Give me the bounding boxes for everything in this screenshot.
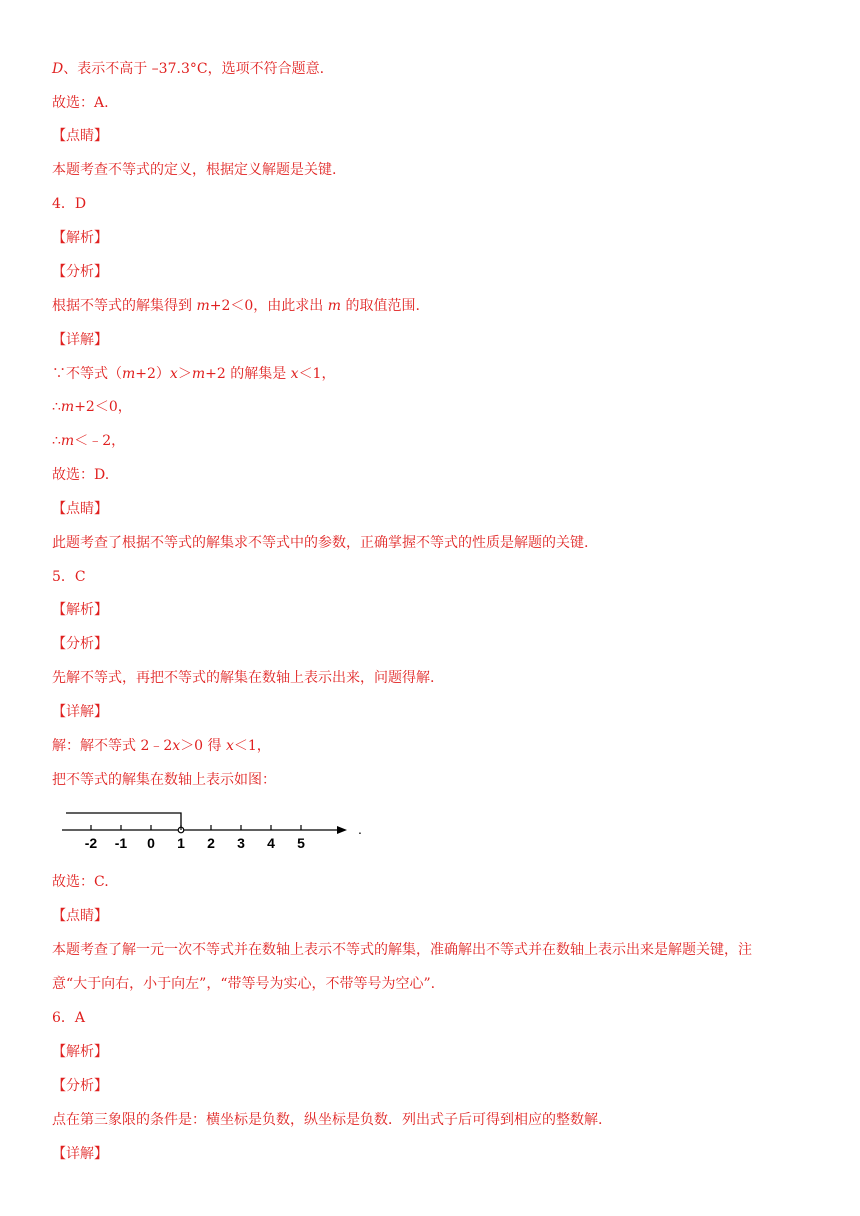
axis-arrowhead (337, 826, 347, 834)
tick-label: 0 (147, 835, 155, 851)
question-number: 5．C (52, 569, 86, 585)
answer-line: 故选：D. (52, 467, 110, 483)
text-line: 把不等式的解集在数轴上表示如图： (52, 772, 276, 788)
question-number: 6．A (52, 1010, 86, 1026)
section-heading: 【解析】 (52, 602, 108, 618)
section-heading: 【详解】 (52, 704, 108, 720)
tick-label: 3 (237, 835, 245, 851)
text-line: 此题考查了根据不等式的解集求不等式中的参数，正确掌握不等式的性质是解题的关键. (52, 535, 589, 551)
answer-line: 故选：C. (52, 874, 109, 890)
number-line-figure (62, 806, 362, 852)
section-heading: 【解析】 (52, 230, 108, 246)
section-heading: 【点睛】 (52, 501, 108, 517)
solution-bracket (66, 813, 181, 827)
section-heading: 【点睛】 (52, 908, 108, 924)
section-heading: 【分析】 (52, 636, 108, 652)
text-line: 点在第三象限的条件是：横坐标是负数，纵坐标是负数．列出式子后可得到相应的整数解. (52, 1112, 603, 1128)
text-line: 本题考查不等式的定义，根据定义解题是关键. (52, 162, 337, 178)
tick-label: 4 (267, 835, 275, 851)
text-line: 先解不等式，再把不等式的解集在数轴上表示出来，问题得解. (52, 670, 435, 686)
tick-label: 5 (297, 835, 305, 851)
answer-line: 故选：A. (52, 95, 109, 111)
trailing-period: . (358, 821, 362, 837)
tick-label: 2 (207, 835, 215, 851)
tick-label: -1 (114, 835, 128, 851)
section-heading: 【分析】 (52, 1078, 108, 1094)
section-heading: 【点睛】 (52, 128, 108, 144)
math-line: 解：解不等式 2﹣2x＞0 得 x＜1， (52, 738, 271, 754)
section-heading: 【详解】 (52, 1146, 108, 1162)
text-line: 本题考查了解一元一次不等式并在数轴上表示不等式的解集，准确解出不等式并在数轴上表示出来是解题关键，注 (52, 942, 752, 958)
tick-label: -2 (84, 835, 98, 851)
text-line: D、表示不高于 –37.3°C，选项不符合题意. (52, 61, 325, 77)
text-line: 意“大于向右，小于向左”，“带等号为实心，不带等号为空心”. (52, 976, 436, 992)
math-line: ∴m+2＜0， (52, 399, 132, 415)
tick-label: 1 (177, 835, 185, 851)
math-line: ∵不等式（m+2）x＞m+2 的解集是 x＜1， (52, 366, 336, 382)
section-heading: 【分析】 (52, 264, 108, 280)
section-heading: 【详解】 (52, 332, 108, 348)
section-heading: 【解析】 (52, 1044, 108, 1060)
question-number: 4．D (52, 196, 87, 212)
text-line: 根据不等式的解集得到 m+2＜0，由此求出 m 的取值范围. (52, 298, 420, 314)
math-line: ∴m＜﹣2， (52, 433, 126, 449)
